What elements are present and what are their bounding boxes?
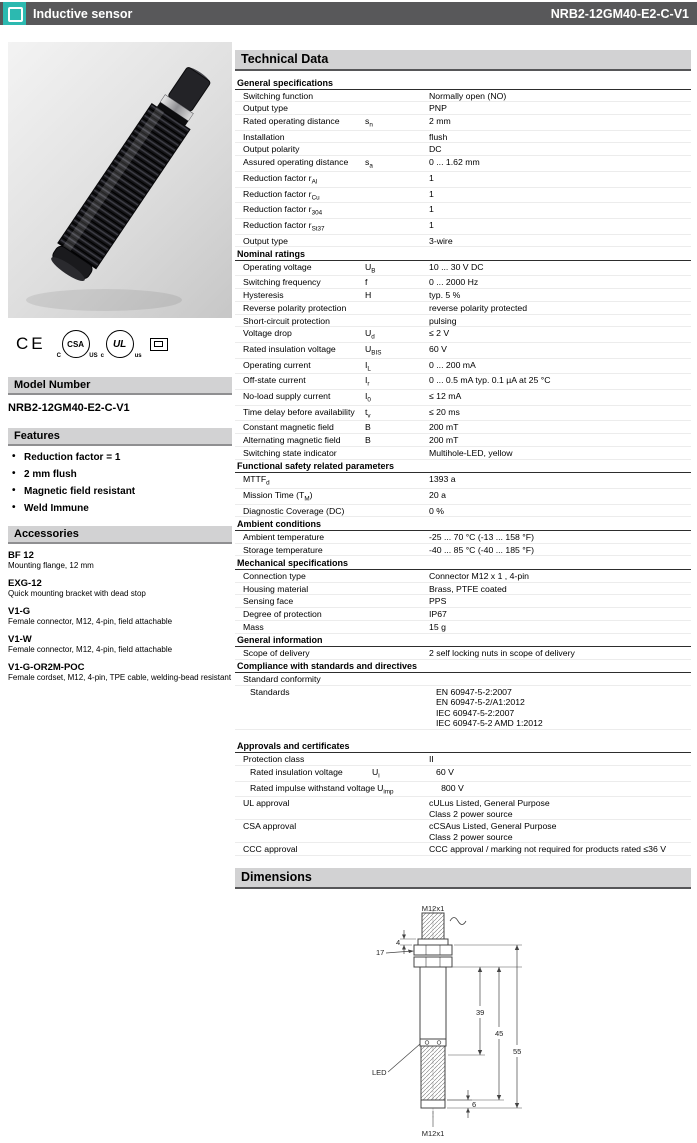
spec-row [235,421,691,434]
spec-row [235,156,691,172]
spec-value: 800 V [441,782,464,793]
dim-55-label: 55 [513,1047,522,1057]
technical-table [235,76,691,856]
model-number-section-header: Model Number [8,377,232,395]
spec-value: cULus Listed, General Purpose Class 2 power source [429,798,550,819]
spec-symbol: $U_{BIS}$ [365,344,382,357]
spec-row [235,276,691,289]
thread-bottom-label: M12x1 [421,1129,445,1139]
spec-row [235,359,691,375]
spec-value: 1 [429,219,434,230]
product-photo-illustration [8,42,232,318]
spec-label: Scope of delivery [243,648,310,659]
spec-label: Reduction factor $r_{St37}$ [243,219,325,233]
spec-value: ≤ 2 V [429,328,450,339]
spec-label: Reverse polarity protection [243,302,347,313]
spec-label: Ambient temperature [243,531,325,542]
dimensions-header: Dimensions [235,868,691,889]
spec-label: Operating current [243,359,311,370]
feature-item: • 2 mm flush [12,469,232,480]
spec-symbol: B [365,435,371,446]
accessory-item [8,634,232,655]
dim-6-label: 6 [472,1100,477,1110]
spec-row [235,621,691,634]
spec-value: Multihole-LED, yellow [429,447,513,458]
spec-label: Rated insulation voltage [243,344,336,355]
title-bar [0,2,697,25]
spec-row [235,782,691,798]
dimension-drawing [358,905,568,1143]
accessory-item [8,662,232,683]
spec-row [235,489,691,505]
spec-value: 200 mT [429,435,459,446]
accessory-name: BF 12 [8,550,34,561]
spec-value: -40 ... 85 °C (-40 ... 185 °F) [429,544,534,555]
spec-label: Degree of protection [243,609,322,620]
spec-label: Time delay before availability [243,406,355,417]
spec-section-header: General specifications [235,76,691,90]
csa-mark-icon: CSA C US [62,330,90,358]
spec-symbol: B [365,422,371,433]
spec-row [235,374,691,390]
spec-label: Reduction factor $r_{Al}$ [243,172,318,186]
spec-row [235,203,691,219]
right-column [235,50,691,1143]
spec-label: Standard conformity [243,674,321,685]
spec-label: Switching function [243,90,314,101]
spec-value: ≤ 12 mA [429,391,462,402]
spec-label: Switching frequency [243,277,321,288]
spec-label: Operating voltage [243,261,312,272]
spec-label: Diagnostic Coverage (DC) [243,505,345,516]
spec-label: Mass [243,621,264,632]
accessory-name: V1-G-OR2M-POC [8,662,85,673]
spec-row [235,188,691,204]
spec-row [235,302,691,315]
spec-row [235,143,691,156]
spec-value: PNP [429,103,447,114]
spec-row [235,505,691,518]
spec-row [235,172,691,188]
spec-value: 3-wire [429,235,453,246]
spec-label: Housing material [243,583,309,594]
spec-label: Rated operating distance [243,116,340,127]
spec-symbol: $I_0$ [365,391,371,404]
spec-value: typ. 5 % [429,290,461,301]
spec-value: 60 V [436,767,454,778]
left-column [8,42,232,690]
dim-39-label: 39 [476,1008,485,1018]
feature-item: • Weld Immune [12,503,232,514]
spec-value: flush [429,131,448,142]
spec-value: EN 60947-5-2:2007 EN 60947-5-2/A1:2012 IEC 60947-5-2:2007 IEC 60947-5-2 AMD 1:2012 [436,687,543,728]
spec-row [235,647,691,660]
spec-row [235,820,691,843]
spec-row [235,447,691,460]
spec-label: Reduction factor $r_{Cu}$ [243,188,320,202]
spec-symbol: $U_{imp}$ [377,782,394,796]
spec-row [235,131,691,144]
led-label: LED [372,1068,387,1078]
spec-value: CCC approval / marking not required for products rated ≤36 V [429,844,667,855]
spec-label: $MTTF_d$ [243,474,270,487]
spec-row [235,766,691,782]
spec-row [235,686,691,730]
spec-value: 60 V [429,344,447,355]
spec-row [235,327,691,343]
spec-label: No-load supply current [243,391,331,402]
spec-row [235,843,691,856]
spec-section-header: Nominal ratings [235,247,691,261]
spec-label: Assured operating distance [243,157,349,168]
product-photo [8,42,232,318]
spec-row [235,673,691,686]
technical-data-header: Technical Data [235,50,691,71]
spec-value: Normally open (NO) [429,90,507,101]
spec-label: Constant magnetic field [243,422,334,433]
spec-label: Output polarity [243,144,300,155]
spec-value: pulsing [429,315,457,326]
accessory-description: Female connector, M12, 4-pin, field attachable [8,617,173,626]
spec-value: Brass, PTFE coated [429,583,507,594]
spec-label: Rated insulation voltage [250,767,343,778]
spec-label: Hysteresis [243,290,284,301]
spec-value: 0 ... 1.62 mm [429,157,480,168]
spec-row [235,235,691,248]
spec-symbol: $U_B$ [365,261,376,275]
spec-label: CCC approval [243,844,298,855]
dimension-drawing-wrap [235,905,691,1143]
spec-row [235,390,691,406]
spec-symbol: $U_d$ [365,328,375,342]
spec-symbol: $s_n$ [365,116,373,129]
spec-value: 1 [429,172,434,183]
spec-section-header: Ambient conditions [235,517,691,531]
feature-item: • Magnetic field resistant [12,486,232,497]
spec-value: 1 [429,188,434,199]
spec-label: Output type [243,235,288,246]
spec-label: Sensing face [243,596,294,607]
ce-mark: CE [16,334,46,353]
accessory-name: EXG-12 [8,578,42,589]
accessories-list [8,550,232,683]
spec-label: Mission Time $(T_M)$ [243,489,313,503]
spec-value: 200 mT [429,422,459,433]
spec-row [235,473,691,489]
spec-label: UL approval [243,798,290,809]
spec-value: 1393 a [429,474,456,485]
accessory-description: Mounting flange, 12 mm [8,561,94,570]
dim-4-label: 4 [396,938,401,948]
spec-label: Voltage drop [243,328,292,339]
spec-row [235,531,691,544]
spec-value: reverse polarity protected [429,302,528,313]
spec-row [235,315,691,328]
spec-label: Output type [243,103,288,114]
spec-row [235,289,691,302]
spec-row [235,595,691,608]
spec-symbol: $t_v$ [365,406,371,420]
spec-row [235,115,691,131]
spec-section-header: Approvals and certificates [235,740,691,754]
spec-label: Standards [250,687,290,698]
accessory-description: Female connector, M12, 4-pin, field attachable [8,645,173,654]
spec-symbol: $I_r$ [365,375,370,389]
spec-row [235,261,691,277]
spec-row [235,434,691,447]
spec-value: 20 a [429,489,446,500]
spec-label: Installation [243,131,285,142]
spec-value: IP67 [429,609,447,620]
spec-symbol: $s_a$ [365,157,373,170]
spec-label: Reduction factor $r_{304}$ [243,204,323,217]
spec-label: Rated impulse withstand voltage [250,782,376,793]
spec-value: 15 g [429,621,446,632]
spec-label: Storage temperature [243,544,323,555]
spec-value: 1 [429,204,434,215]
certification-marks [8,318,232,365]
feature-item: • Reduction factor = 1 [12,452,232,463]
brand-sensor-icon-inner [8,7,23,22]
dim-45-label: 45 [495,1029,504,1039]
spec-symbol: $I_L$ [365,359,371,373]
spec-value: 0 % [429,505,444,516]
spec-label: Connection type [243,570,306,581]
spec-symbol: f [365,277,368,288]
brand-sensor-icon [3,2,26,25]
spec-row [235,797,691,820]
spec-row [235,102,691,115]
spec-value: cCSAus Listed, General Purpose Class 2 power source [429,821,557,842]
header-model-number: NRB2-12GM40-E2-C-V1 [550,7,689,21]
spec-symbol: H [365,290,372,301]
spec-value: ≤ 20 ms [429,406,460,417]
features-list [8,452,232,514]
spec-value: DC [429,144,442,155]
spec-value: 0 ... 2000 Hz [429,277,479,288]
spec-value: -25 ... 70 °C (-13 ... 158 °F) [429,531,534,542]
spec-label: Alternating magnetic field [243,435,341,446]
protection-class-ii-icon-inner [154,341,163,347]
spec-symbol: $U_i$ [372,767,380,780]
thread-top-label: M12x1 [421,905,445,914]
spec-value: PPS [429,596,447,607]
spec-row [235,343,691,359]
accessory-item [8,550,232,571]
product-type-title: Inductive sensor [33,7,133,21]
protection-class-ii-icon [150,338,168,351]
spec-row [235,583,691,596]
accessory-description: Female cordset, M12, 4-pin, TPE cable, welding-bead resistant [8,673,232,682]
spec-row [235,219,691,235]
accessory-name: V1-W [8,634,32,645]
spec-row [235,544,691,557]
spec-value: II [429,754,434,765]
spec-label: Protection class [243,754,305,765]
accessory-item [8,578,232,599]
spec-section-header: Functional safety related parameters [235,460,691,474]
spec-value: Connector M12 x 1 , 4-pin [429,570,529,581]
spec-value: 10 ... 30 V DC [429,261,484,272]
accessory-name: V1-G [8,606,31,617]
features-section-header: Features [8,428,232,446]
spec-section-header: Compliance with standards and directives [235,660,691,674]
spec-value: 0 ... 0.5 mA typ. 0.1 µA at 25 °C [429,375,551,386]
spec-row [235,406,691,422]
spec-section-header: General information [235,634,691,648]
spec-value: 0 ... 200 mA [429,359,476,370]
spec-label: Short-circuit protection [243,315,330,326]
accessory-description: Quick mounting bracket with dead stop [8,589,146,598]
spec-row [235,753,691,766]
ul-mark-icon: UL c us [106,330,134,358]
spec-section-header: Mechanical specifications [235,556,691,570]
spec-value: 2 self locking nuts in scope of delivery [429,648,575,659]
model-number-value: NRB2-12GM40-E2-C-V1 [8,402,130,414]
spec-row [235,90,691,103]
dim-17-label: 17 [376,948,385,958]
spec-row [235,570,691,583]
spec-row [235,608,691,621]
spec-label: Switching state indicator [243,447,337,458]
spec-label: CSA approval [243,821,297,832]
accessories-section-header: Accessories [8,526,232,544]
spec-value: 2 mm [429,116,451,127]
accessory-item [8,606,232,627]
spec-label: Off-state current [243,375,306,386]
